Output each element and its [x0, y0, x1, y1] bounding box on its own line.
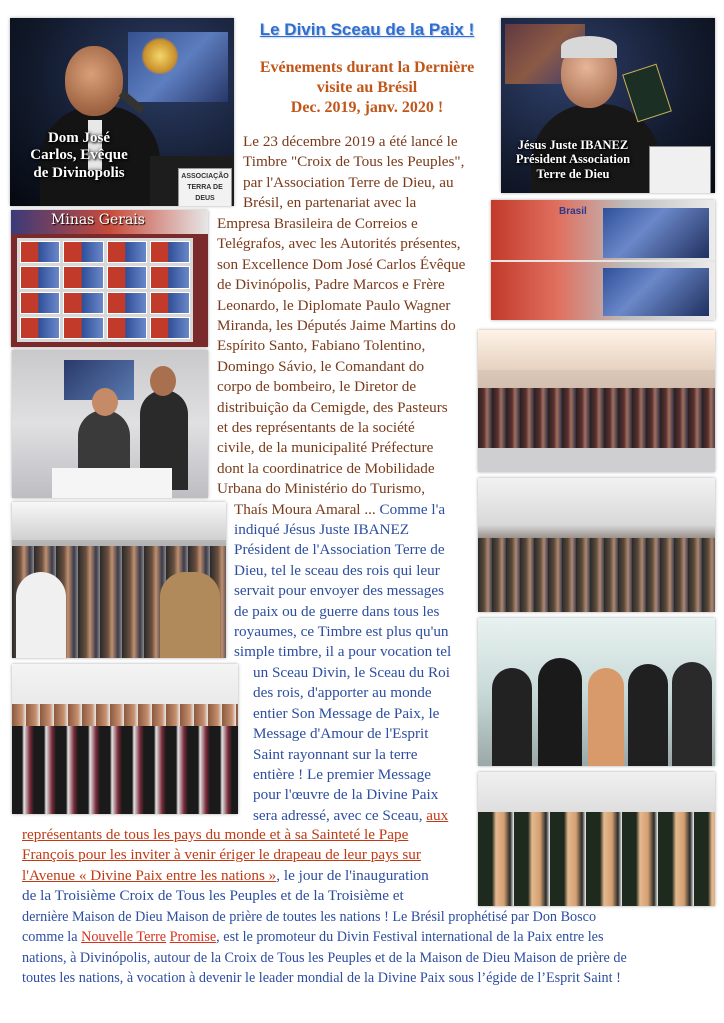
photo-signing: [12, 350, 208, 498]
text-line: civile, de la municipalité Préfecture: [217, 439, 434, 457]
thais-line: Thaís Moura Amaral ... Comme l'a: [234, 501, 446, 518]
text-line: comme la Nouvelle Terre Promise, est le promoteur du Divin Festival international de la Paix entre les: [22, 929, 604, 946]
text-line: par l'Association Terre de Dieu, au: [243, 173, 454, 191]
text-line: Domingo Sávio, le Comandant do: [217, 357, 425, 375]
stamp-cell: [63, 292, 103, 314]
photo-audience-standing: [478, 330, 715, 472]
text-line: distribuição da Cemigde, des Pasteurs: [217, 398, 448, 416]
text-line: Le 23 décembre 2019 a été lancé le: [243, 133, 458, 150]
stamp-cell: [20, 241, 60, 263]
text-line: de la Troisième Croix de Tous les Peuples et de la Troisième et: [22, 887, 404, 905]
stamp-cell: [20, 317, 60, 339]
paragraph-brown-top: [243, 132, 495, 214]
photo-stamp-closeup: [491, 200, 715, 320]
stamp-cell: [63, 317, 103, 339]
nouvelle-terre-link[interactable]: Nouvelle Terre: [81, 929, 167, 946]
text-line: Message d'Amour de l'Esprit: [253, 725, 429, 743]
stamp-grid: [17, 238, 193, 342]
text-line: Miranda, les Députés Jaime Martins do: [217, 317, 456, 335]
text-line: un Sceau Divin, le Sceau du Roi: [253, 664, 450, 681]
stamp-label: Brasil: [559, 206, 587, 217]
paragraph-blue-b: [253, 663, 477, 826]
lectern-sign: ASSOCIAÇÃO TERRA DE DEUS: [178, 168, 232, 206]
text-line: servait pour envoyer des messages: [234, 582, 445, 600]
text-line: simple timbre, il a pour vocation tel: [234, 643, 452, 661]
text-line: son Excellence Dom José Carlos Évêque: [217, 255, 466, 273]
stamp-cell: [107, 317, 147, 339]
paragraph-blue-a: [234, 520, 479, 663]
stamp-cell: [107, 266, 147, 288]
text-line: de paix ou de guerre dans tous les: [234, 602, 440, 620]
photo-audience-hall: [478, 478, 715, 612]
text-line: royaumes, ce Timbre est plus qu'un: [234, 623, 449, 641]
text-line: des rois, d'apporter au monde: [253, 684, 432, 702]
stamp-cell: [150, 292, 190, 314]
text-line: Dieu, tel le sceau des rois qui leur: [234, 561, 440, 579]
promise-link[interactable]: Promise: [169, 929, 217, 946]
subtitle-line: visite au Brésil: [316, 79, 418, 96]
text-line: Empresa Brasileira de Correios e: [217, 215, 418, 232]
text-line: Espírito Santo, Fabiano Tolentino,: [217, 337, 426, 355]
stamp-cell: [150, 241, 190, 263]
paragraph-final: [22, 907, 712, 989]
text-line: Brésil, en partenariat avec la: [243, 194, 417, 212]
stamp-cell: [150, 266, 190, 288]
photo-stamp-sheet: [11, 210, 208, 347]
subtitle-line: Dec. 2019, janv. 2020 !: [290, 99, 444, 116]
stamp-cell: [107, 292, 147, 314]
page-title: Le Divin Sceau de la Paix !: [259, 20, 475, 39]
stamp-cell: [20, 266, 60, 288]
text-line-red[interactable]: François pour les inviter à venir ériger le drapeau de leur pays sur: [22, 846, 421, 864]
photo-group-left: [12, 664, 238, 814]
text-line: nations, à Divinópolis, autour de la Croix de Tous les Peuples et de la Maison de Dieu Maison de prière de: [22, 949, 627, 966]
text-line: corpo de bombeiro, le Diretor de: [217, 378, 417, 396]
photo-dignitaries: [478, 618, 715, 766]
text-line: dernière Maison de Dieu Maison de prière de toutes les nations ! Le Brésil prophétisé par Don Bosco: [22, 909, 597, 925]
photo-jesus-ibanez: [501, 18, 715, 193]
text-line: Telégrafos, avec les Autorités présentes,: [217, 235, 461, 253]
caption-jesus-ibanez: Jésus Juste IBANEZ Président Association Terre de Dieu: [515, 138, 631, 181]
caption-dom-jose: Dom José Carlos, Evêque de Divinopolis: [30, 130, 128, 181]
paragraph-brown-middle: [217, 214, 487, 500]
photo-officials: [478, 772, 715, 906]
text-line: Président de l'Association Terre de: [234, 541, 445, 559]
stamp-banner: Minas Gerais: [51, 212, 145, 228]
subtitle-line: Evénements durant la Dernière: [259, 59, 475, 76]
page-subtitle: [236, 58, 498, 118]
photo-dom-jose: [10, 18, 234, 206]
stamp-cell: [107, 241, 147, 263]
text-line: de Divinópolis, Padre Marcos e Frère: [217, 276, 445, 294]
text-line: entier Son Message de Paix, le: [253, 704, 440, 722]
text-line: entière ! Le premier Message: [253, 766, 431, 784]
paragraph-bottom: [22, 825, 477, 907]
text-line: et des représentants de la société: [217, 419, 415, 437]
text-line: pour l'œuvre de la Divine Paix: [253, 786, 439, 804]
text-line: Leonardo, le Diplomate Paulo Wagner: [217, 296, 451, 314]
text-line-red[interactable]: représentants de tous les pays du monde et à sa Sainteté le Pape: [22, 826, 409, 843]
text-line: Saint rayonnant sur la terre: [253, 745, 418, 763]
photo-audience-seated: [12, 502, 226, 658]
stamp-cell: [63, 266, 103, 288]
text-line: Timbre "Croix de Tous les Peuples",: [243, 153, 465, 171]
text-line: dont la coordinatrice de Mobilidade: [217, 459, 435, 477]
stamp-cell: [63, 241, 103, 263]
text-line: Urbana do Ministério do Turismo,: [217, 480, 425, 498]
text-line: l'Avenue « Divine Paix entre les nations », le jour de l'inauguration: [22, 866, 429, 884]
stamp-cell: [150, 317, 190, 339]
text-line: toutes les nations, à vocation à devenir le leader mondial de la Divine Paix sous l’égide de l’Esprit Saint !: [22, 970, 621, 987]
stamp-cell: [20, 292, 60, 314]
text-line: indiqué Jésus Juste IBANEZ: [234, 521, 410, 538]
text-line: sera adressé, avec ce Sceau, aux: [253, 806, 449, 824]
